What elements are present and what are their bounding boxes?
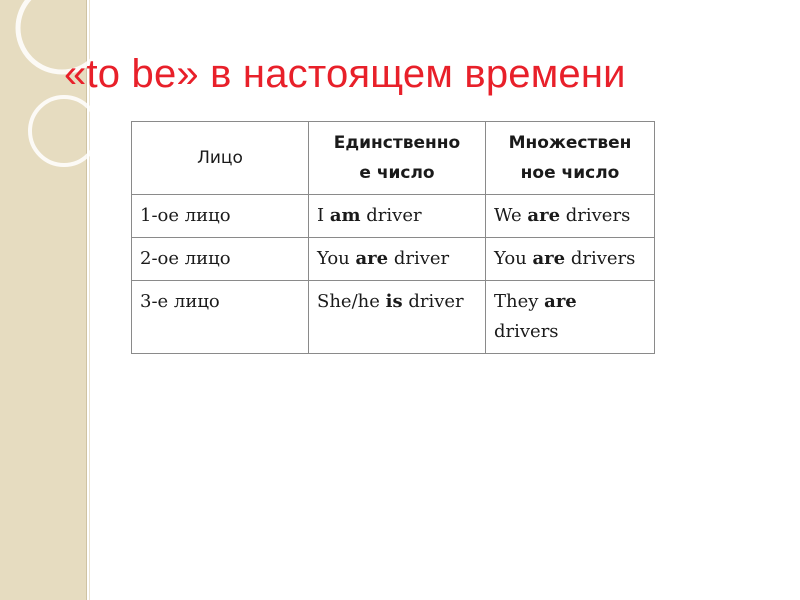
header-singular-line1: Единственно [333,133,461,153]
cell-text: You [494,248,533,269]
cell-person: 1-ое лицо [132,195,309,238]
verb-form: are [544,291,577,312]
cell-person: 3-е лицо [132,281,309,354]
verb-form: are [532,248,566,269]
header-plural-line2: ное число [520,163,620,183]
conjugation-table [131,121,655,354]
cell-singular [309,195,486,238]
header-plural [486,122,655,195]
cell-text: I [317,205,330,226]
table-row [132,281,655,354]
cell-text: We [494,205,528,226]
header-plural-line1: Множествен [508,133,632,153]
header-person [132,122,309,195]
table-row [132,238,655,281]
slide-title: «to be» в настоящем времени [64,52,626,96]
cell-plural [486,281,655,354]
cell-text: They [494,291,545,312]
table-header-row [132,122,655,195]
verb-form: are [355,248,389,269]
header-singular-line2: е число [359,163,435,183]
cell-text: drivers [560,205,631,226]
verb-form: are [527,205,561,226]
cell-singular [309,238,486,281]
cell-plural [486,238,655,281]
cell-text: drivers [565,248,636,269]
verb-form: am [329,205,361,226]
verb-form: is [385,291,403,312]
cell-plural [486,195,655,238]
cell-text: drivers [494,321,559,342]
decorative-circle-small [30,97,98,165]
table-row [132,195,655,238]
cell-text: You [317,248,356,269]
cell-text: driver [402,291,464,312]
cell-singular [309,281,486,354]
cell-text: driver [388,248,450,269]
header-person-label: Лицо [197,148,243,168]
cell-text: driver [360,205,422,226]
cell-person: 2-ое лицо [132,238,309,281]
cell-text: She/he [317,291,386,312]
header-singular [309,122,486,195]
